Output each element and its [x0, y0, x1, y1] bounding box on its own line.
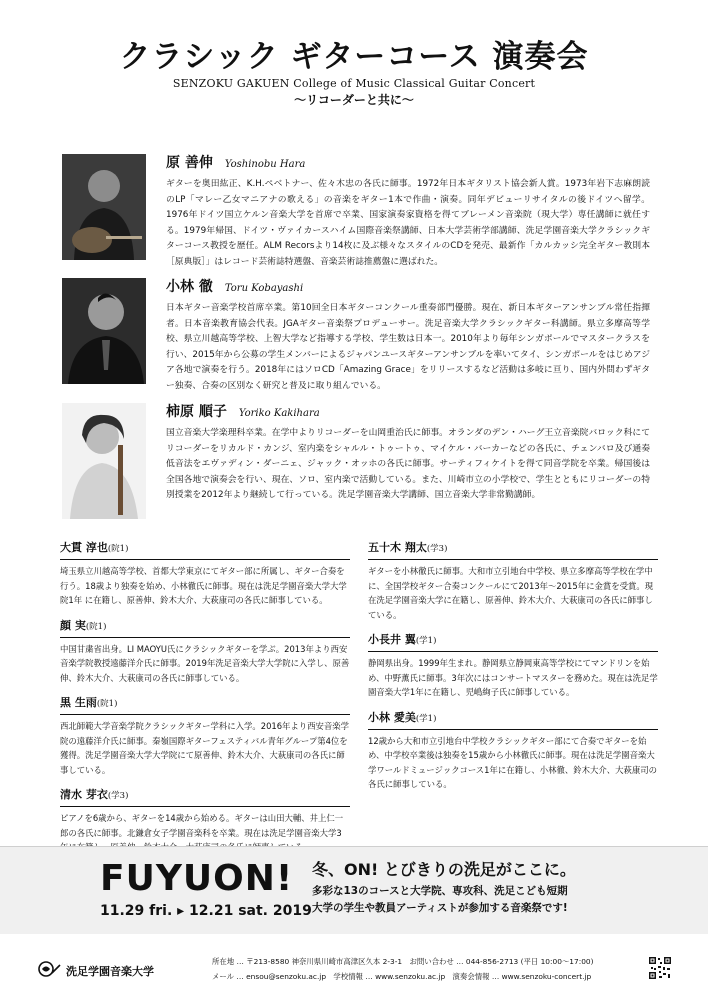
footer-info [212, 954, 593, 984]
student-year: (院1) [96, 699, 118, 709]
performer-name-jp: 小林 徹 [166, 279, 213, 295]
concert-subtitle-jp: ～リコーダーと共に～ [294, 93, 414, 107]
student-item [60, 540, 350, 608]
student-bio: 中国甘粛省出身。LI MAOYU氏にクラシックギターを学ぶ。2013年より西安音楽学院教授遠藤洋介氏に師事。2019年洗足音楽大学大学院に入学し、原善伸、鈴木大介、大萩康司の各氏に師事している。 [60, 643, 350, 683]
performer-name-kakihara [166, 403, 650, 423]
performer-bio-kakihara: 国立音楽大学楽理科卒業。在学中よりリコーダーを山岡重治氏に師事。オランダのデン・ハーグ王立音楽院バロック科にてリコーダーをリカルド・カンジ、室内楽をシャルル・トゥートゥ、マイケル・バーカーなどの各氏に、チェンバロ及び通奏低音法をエヴァディン・ダーニェ、ジャック・オッホの各氏に師事。サーティフィケイトを得て同音学院を卒業。帰国後は全国各地で演奏会を行い、現在、ソロ、室内楽で活動している。また、川崎市立の小学校で、学生とともにリコーダーの特別授業を2012年より継続して行っている。洗足学園音楽大学講師、国立音楽大学非常勤講師。 [166, 428, 650, 500]
student-name-text: 顔 実 [60, 618, 86, 632]
performer-name-hara [166, 154, 650, 174]
student-bio: 西北師範大学音楽学院クラシックギター学科に入学。2016年より西安音楽学院の遠藤洋介氏に師事。秦嶺国際ギターフェスティバル青年グループ第4位を獲得。洗足学園音楽大学大学院にて原善伸、鈴木大介、大萩康司の各氏に師事している。 [60, 721, 350, 775]
performer-info-hara [166, 154, 650, 270]
footer-address-line: 所在地 … 〒213-8580 神奈川県川崎市高津区久本 2-3-1 お問い合わせ … 044-856-2713 (平日 10:00〜17:00) [212, 957, 594, 966]
student-name [368, 632, 658, 652]
student-year: (学3) [107, 791, 129, 801]
performer-info-kobayashi [166, 278, 650, 394]
student-year: (院1) [107, 544, 129, 554]
performer-photo-kobayashi [62, 278, 146, 384]
festival-dates: 11.29 fri. ▸ 12.21 sat. 2019 [100, 903, 312, 919]
performer-name-en: Toru Kobayashi [224, 283, 304, 294]
performer-photo-kakihara [62, 403, 146, 519]
student-bio: ギターを小林徹氏に師事。大和市立引地台中学校、県立多摩高等学校在学中に、全国学校ギター合奏コンクールにて2013年～2015年に金賞を受賞。現在洗足学園音楽大学に在籍し、原善伸、鈴木大介、大萩康司の各氏に師事している。 [368, 566, 654, 620]
student-name-text: 黒 生雨 [60, 696, 97, 709]
student-name-text: 清水 芽衣 [60, 788, 108, 801]
student-year: (院1) [85, 621, 107, 632]
student-name-text: 小長井 翼 [368, 633, 416, 646]
performer-bio-hara: ギターを奥田紘正、K.H.ペベトナー、佐々木忠の各氏に師事。1972年日本ギタリスト協会新人賞。1973年岩下志麻朗読のLP「マレー乙女マニアナの歌える」の音楽をギター1本で作曲・演奏。同年デビューリサイタルの後ドイツへ留学。1976年ドイツ国立ケルン音楽大学を首席で卒業、国家演奏家資格を得てブレーメン音楽院（現大学）専任講師に就任する。1979年帰国、ドイツ・ヴァイカースハイム国際音楽祭講師、日本大学芸術学部講師、洗足学園音楽大学クラシックギターコース教授を歴任。ALM Recorsより14枚に及ぶ様々なスタイルのCDを発売、最新作「カルカッシ完全ギター教則本［原典版］」はレコード芸術誌特選盤、音楽芸術誌推薦盤に選ばれた。 [166, 179, 650, 267]
student-item [368, 710, 658, 792]
performer-name-en: Yoriko Kakihara [238, 408, 320, 419]
student-name-text: 五十木 翔太 [368, 541, 427, 554]
performer-photo-hara [62, 154, 146, 260]
student-name [368, 540, 658, 560]
student-bio: 12歳から大和市立引地台中学校クラシックギター部にて合奏でギターを始め、中学校卒業後は独奏を15歳から小林徹氏に師事。現在は洗足学園音楽大学ワールドミュージックコース1年に在籍し、小林徹、鈴木大介、大萩康司の各氏に師事している。 [368, 735, 657, 789]
student-item [60, 787, 350, 855]
students-left-column [60, 540, 350, 865]
student-name [60, 787, 350, 807]
banner-line-2: 多彩な13のコースと大学院、専攻科、洗足こども短期 [312, 885, 568, 897]
performer-name-jp: 原 善伸 [166, 155, 213, 171]
student-item [368, 540, 658, 622]
student-name-text: 小林 愛美 [368, 710, 416, 724]
concert-subtitle-en: SENZOKU GAKUEN College of Music Classical Guitar Concert [172, 77, 536, 90]
student-bio: 静岡県出身。1999年生まれ。静岡県立静岡東高等学校にてマンドリンを始め、中野薫氏に師事。3年次にはコンサートマスターを務めた。現在は洗足学園音楽大学1年に在籍し、児嶋絢子氏に師事している。 [368, 658, 658, 697]
student-bio: 埼玉県立川越高等学校、首都大学東京にてギター部に所属し、ギター合奏を行う。18歳より独奏を始め、小林徹氏に師事。現在は洗足学園音楽大学大学院1年 に在籍し、原善伸、鈴木大介、大萩康司の各氏に師事している。 [60, 566, 347, 605]
student-name-text: 大貫 淳也 [60, 541, 108, 554]
fuyuon-banner [0, 846, 708, 936]
student-name [60, 618, 350, 638]
student-year: (学3) [426, 544, 448, 554]
student-name [60, 695, 350, 715]
student-bio: ピアノを6歳から、ギターを14歳から始める。ギターは山田大輔、井上仁一郎の各氏に師事。北鎌倉女子学園音楽科を卒業。現在は洗足学園音楽大学3 [60, 813, 344, 838]
banner-text [312, 859, 576, 917]
fuyuon-brand: FUYUON! [100, 858, 294, 899]
banner-line-3: 大学の学生や教員アーティストが参加する音楽祭です! [312, 902, 568, 914]
student-year: (学1) [415, 636, 437, 646]
performer-name-en: Yoshinobu Hara [224, 159, 306, 170]
student-year: (学1) [415, 713, 437, 724]
performer-name-kobayashi [166, 278, 650, 298]
footer-contact-line[interactable]: メール … ensou@senzoku.ac.jp 学校情報 … www.senzoku.ac.jp 演奏会情報 … www.senzoku-concert.jp [212, 972, 592, 981]
concert-title: クラシック ギターコース 演奏会 [119, 39, 589, 75]
student-item [368, 632, 658, 700]
student-name [368, 710, 658, 730]
student-item [60, 695, 350, 777]
student-item [60, 618, 350, 686]
student-name [60, 540, 350, 560]
university-logo-icon [38, 961, 62, 977]
performer-name-jp: 柿原 順子 [166, 404, 227, 420]
header [0, 38, 708, 108]
qr-code-icon[interactable] [648, 956, 672, 980]
performer-bio-kobayashi: 日本ギター音楽学校首席卒業。第10回全日本ギターコンクール重奏部門優勝。現在、新日本ギターアンサンブル常任指揮者。日本音楽教育協会代表。JGAギター音楽祭プロデューサー。洗足音楽大学クラシックギター科講師。県立多摩高等学校、県立川越高等学校、上智大学など指導する学校、学生数は日本一。2010年より毎年シンガポールでマスタークラスを行い、2015年から公募の学生メンバーによるジャパンユースギターアンサンブルを率いてタイ、シンガポールをはじめアジア各地で演奏を行う。2018年にはソロCD「Amazing Grace」をリリースするなど活動は多岐に亘り、国内外問わずギター独奏、合奏の区別なく研究と普及に取り組んでいる。 [166, 303, 651, 391]
footer [0, 934, 708, 1000]
students-right-column [368, 540, 658, 802]
university-name: 洗足学園音楽大学 [66, 965, 154, 978]
banner-headline: 冬、ON! とびきりの洗足がここに。 [312, 860, 576, 879]
performer-info-kakihara [166, 403, 650, 504]
